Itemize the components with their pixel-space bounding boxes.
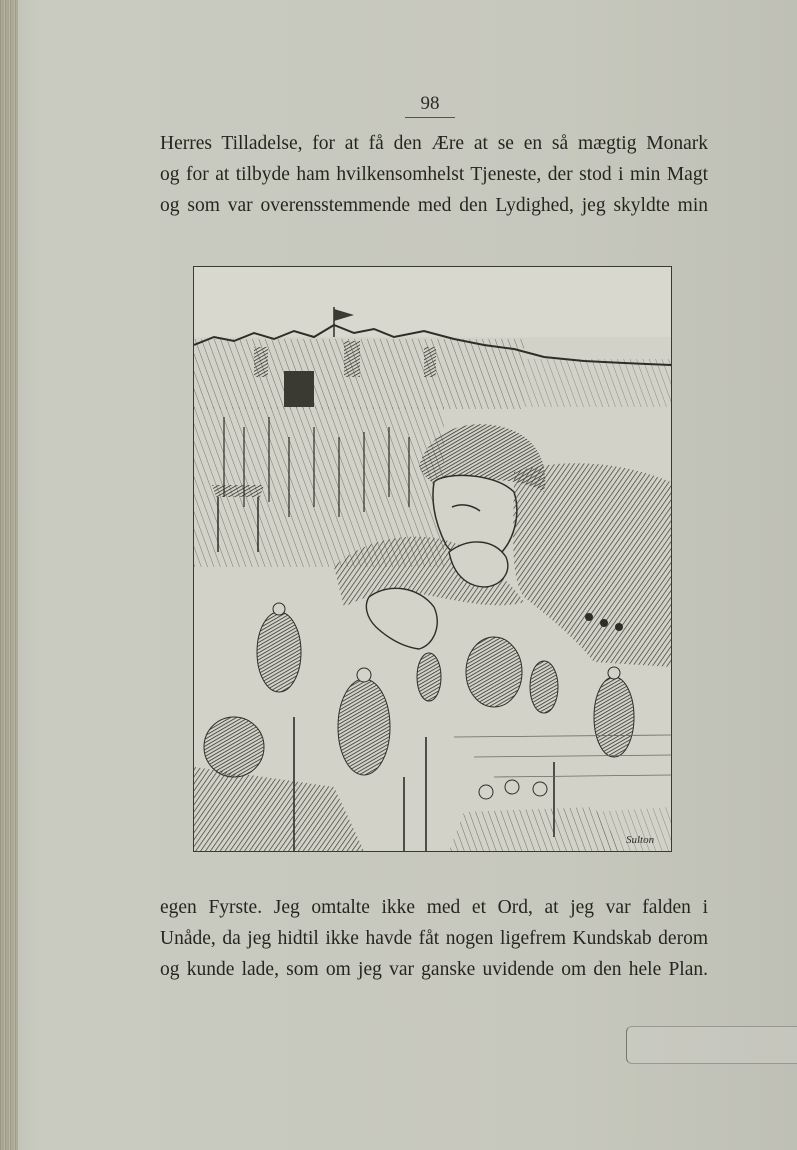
engraving-illustration [193, 266, 672, 852]
book-spine-edge [0, 0, 18, 1150]
text-line: Unåde, da jeg hidtil ikke havde fåt nogen ligefrem Kundskab derom [160, 928, 708, 949]
text-line: Herres Tilladelse, for at få den Ære at se en så mægtig Monark [160, 133, 708, 154]
text-line: og som var overensstemmende med den Lydighed, jeg skyldte min [160, 195, 708, 216]
text-block-bottom [160, 892, 708, 985]
margin-tab [626, 1026, 797, 1064]
text-block-top [160, 128, 708, 221]
text-line: og kunde lade, som om jeg var ganske uvidende om den hele Plan. [160, 959, 708, 980]
illustrator-signature: Sulton [626, 834, 655, 846]
text-line: og for at tilbyde ham hvilkensomhelst Tjeneste, der stod i min Magt [160, 164, 708, 185]
page-number: 98 [405, 93, 455, 118]
text-line: egen Fyrste. Jeg omtalte ikke med et Ord, at jeg var falden i [160, 897, 708, 918]
